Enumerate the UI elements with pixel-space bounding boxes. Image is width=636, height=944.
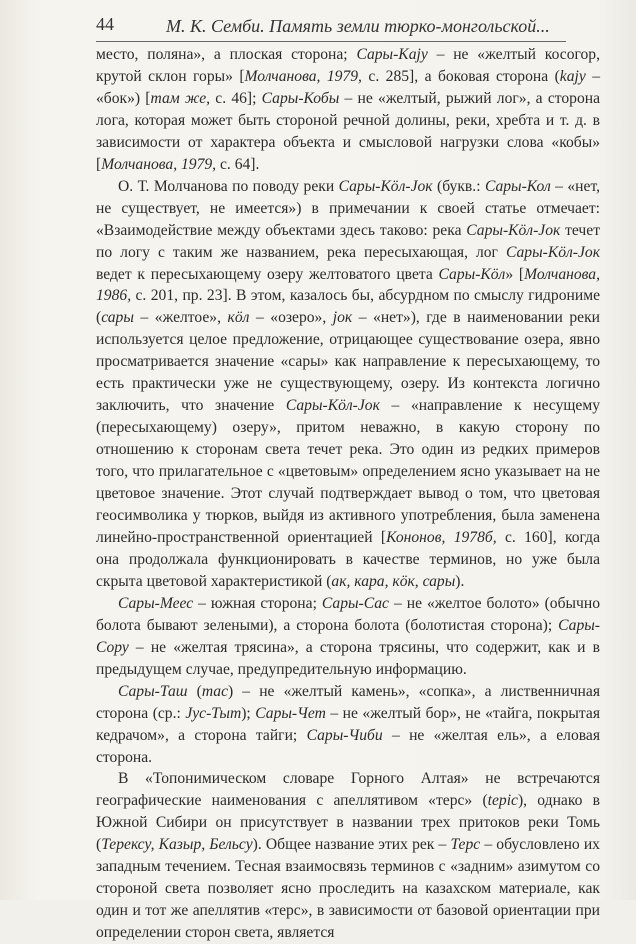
text-run: – не «желтая трясина», а сторона трясины, что содержит, как и в предыдущем случае, предупредительную информацию.: [96, 638, 600, 678]
italic-term: Сары-Кӧл-Јок: [285, 397, 380, 415]
paragraph: [96, 768, 600, 944]
text-run: – обусловлено их западным течением. Тесная взаимосвязь терминов с «задним» азимутом со стороной света позволяет ясно проследить на казахском материале, как один и тот же апеллятив «терс», в зависимости от базовой ориентации при определении сторон света, является: [96, 836, 600, 942]
page-number: 44: [96, 14, 114, 34]
text-run: – «направление к несущему (пересыхающему) озеру», притом неважно, в какую сторону по отношению к сторонам света течет река. Это один из редких примеров того, что прилагательное с «цветовым» определением ясно указывает на не цветовое значение. Этот случай подтверждает вывод о том, что цветовая геосимволика у тюрков, выйдя из активного употребления, была заменена линейно-пространственной ориентацией [: [96, 397, 600, 546]
paragraph: [96, 593, 600, 681]
italic-term: Сары-Чиби: [306, 726, 383, 744]
italic-term: Терс: [450, 836, 481, 854]
text-run: (букв.:: [432, 177, 485, 195]
italic-term: Сары-Кол: [484, 177, 551, 195]
text-run: – южная сторона;: [193, 594, 322, 612]
text-run: с. 201, пр. 23]. В этом, казалось бы, абсурдном по смыслу гидрониме (: [96, 287, 600, 327]
text-run: – «нет»), где в наименовании реки используется целое предложение, отрицающее существование озера, явно просматривается значение «сары» как направление к пересыхающему, то есть практически уже не существующему, озеру. Из контекста логично заключить, что значение: [96, 309, 600, 415]
italic-term: Сары-Кобы: [261, 89, 340, 107]
italic-term: Сары-Меес: [118, 594, 194, 612]
italic-term: kajy: [559, 67, 586, 85]
italic-term: Сары-Кӧл: [438, 265, 506, 283]
italic-term: Терексу, Казыр, Бельсу: [101, 836, 253, 854]
italic-term: јок: [332, 309, 353, 327]
italic-term: Сары-Сору: [96, 616, 600, 656]
text-run: ). Общее название этих рек –: [252, 836, 451, 854]
text-run: с. 64].: [216, 155, 260, 173]
text-run: ведет к пересыхающему озеру желтоватого цвета: [96, 265, 439, 283]
paragraph: [96, 44, 600, 176]
text-run: – «озеро»,: [249, 309, 333, 327]
text-run: » [: [505, 265, 525, 283]
text-run: ).: [455, 572, 465, 590]
text-run: ) – не «желтый камень», «сопка», а лиственничная сторона (ср.:: [96, 682, 600, 722]
page-header: [96, 14, 596, 44]
text-run: ), однако в Южной Сибири он присутствует в названии трех притоков реки Томь (: [96, 792, 600, 854]
text-run: В «Топонимическом словаре Горного Алтая» не встречаются географические наименования с апеллятивом «терс» (: [96, 770, 600, 810]
italic-term: тас: [201, 682, 229, 700]
text-run: – не «желтый бор», не «тайга, покрытая кедрачом», а сторона тайги;: [96, 704, 600, 744]
italic-term: Молчанова, 1979,: [101, 155, 217, 173]
italic-term: Молчанова, 1979,: [244, 67, 362, 85]
text-run: с. 160], когда она продолжала функционировать в качестве терминов, но уже была скрыта цветовой характеристикой (: [96, 528, 600, 590]
text-run: течет по логу с таким же названием, река пересыхающая, лог: [96, 221, 601, 261]
italic-term: Јус-Тыт: [185, 704, 242, 722]
text-run: место, поляна», а плоская сторона;: [96, 46, 357, 63]
running-title: М. К. Семби. Память земли тюрко-монгольской...: [166, 16, 550, 36]
italic-term: кӧл: [227, 309, 250, 327]
italic-term: tepic: [487, 792, 518, 810]
italic-term: Сары-Kajy: [356, 46, 428, 63]
text-run: – «бок») [: [96, 67, 601, 107]
text-run: с. 46];: [210, 89, 262, 107]
header-rule: [96, 41, 566, 42]
text-run: – не «желтая ель», а еловая сторона.: [96, 726, 600, 766]
italic-term: Сары-Кӧл-Јок: [338, 177, 433, 195]
text-run: (: [187, 682, 202, 700]
text-run: – «нет, не существует, не имеется») в примечании к своей статье отмечает: «Взаимодействие между объектами здесь таково: река: [96, 177, 600, 239]
text-run: О. Т. Молчанова по поводу реки: [118, 177, 339, 195]
text-run: – не «желтый косогор, крутой склон горы» [: [96, 46, 600, 85]
text-run: – «желтое»,: [133, 309, 228, 327]
paragraph: [96, 681, 600, 769]
italic-term: Сары-Кӧл-Јок: [466, 221, 561, 239]
italic-term: Сары-Сас: [321, 594, 389, 612]
body-text: [96, 44, 600, 944]
italic-term: Сары-Чет: [255, 704, 326, 722]
italic-term: там же,: [150, 89, 211, 107]
italic-term: Кононов, 1978б,: [386, 528, 497, 546]
italic-term: Сары-Таш: [118, 682, 188, 700]
text-run: – не «желтый, рыжий лог», а сторона лога, которая может быть стороной речной долины, реки, хребта и т. д. в зависимости от характера объекта и смысловой нагрузки слова «кобы» [: [96, 89, 601, 173]
paragraph: [96, 176, 600, 593]
text-run: с. 285], а боковая сторона (: [361, 67, 560, 85]
text-run: );: [241, 704, 256, 722]
text-run: – не «желтое болото» (обычно болота бывают зелеными), а сторона болота (болотистая сторона);: [96, 594, 600, 634]
italic-term: сары: [101, 309, 134, 327]
italic-term: Молчанова, 1986,: [96, 265, 601, 305]
italic-term: ак, кара, кӧк, сары: [331, 572, 456, 590]
italic-term: Сары-Кӧл-Јок: [505, 243, 600, 261]
